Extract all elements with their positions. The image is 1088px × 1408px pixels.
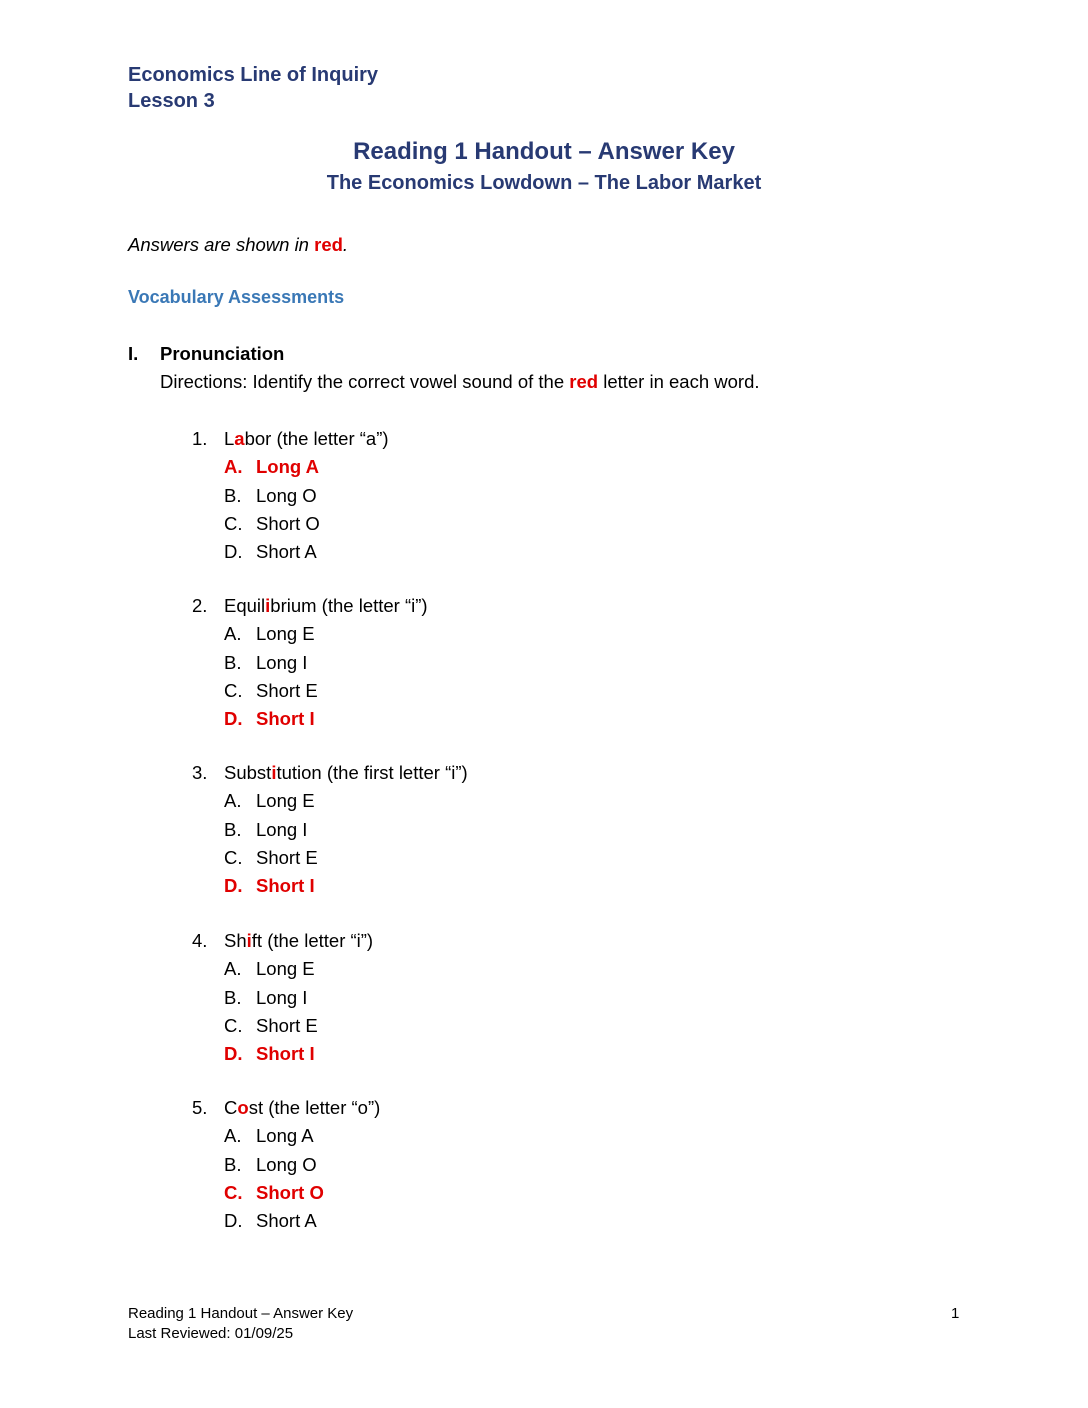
part-directions [160,371,760,393]
option-letter: B. [224,484,242,506]
option-text: Long I [256,986,308,1008]
option-letter: B. [224,818,242,840]
part-numeral: I. [128,343,139,364]
footer-last-reviewed: Last Reviewed: 01/09/25 [128,1325,294,1342]
option-text: Long A [256,1125,314,1147]
option-letter: D. [224,541,243,563]
option-text: Short I [256,875,315,897]
section-heading: Vocabulary Assessments [128,287,345,307]
footer-title: Reading 1 Handout – Answer Key [128,1305,354,1322]
option-text: Short E [256,846,318,868]
option-letter: B. [224,986,242,1008]
option-letter: C. [224,512,243,534]
option-text: Long I [256,818,308,840]
question-number: 2. [192,595,208,616]
option-letter: A. [224,1125,242,1147]
option-text: Short E [256,679,318,701]
question-text [224,595,428,617]
option-letter: B. [224,651,242,673]
letter-hint: (the letter “o”) [263,1097,381,1118]
option-text: Short O [256,1181,324,1203]
word-prefix: Sh [224,930,247,951]
option-text: Short I [256,1043,315,1065]
word-suffix: ft [251,930,263,951]
option-text: Long O [256,1153,317,1175]
option-text: Long E [256,958,315,980]
directions-suffix: letter in each word. [598,371,760,392]
answer-note-red-word: red [314,234,343,255]
answer-note-suffix: . [342,234,349,255]
option-text: Long E [256,790,315,812]
option-letter: D. [224,1043,243,1065]
word-suffix: tution [276,762,322,783]
option-text: Short O [256,512,320,534]
option-letter: D. [224,1210,243,1232]
option-letter: A. [224,958,242,980]
option-text: Long O [256,484,317,506]
word-highlighted-letter: o [237,1097,249,1118]
option-letter: C. [224,679,243,701]
option-letter: B. [224,1153,242,1175]
letter-hint: (the letter “a”) [271,428,389,449]
page-subtitle: The Economics Lowdown – The Labor Market [326,172,762,194]
word-suffix: bor [244,428,272,449]
option-text: Long E [256,623,315,645]
question-text [224,762,468,784]
word-suffix: st [248,1097,264,1118]
option-text: Short A [256,541,317,563]
option-letter: D. [224,708,243,730]
word-suffix: brium [270,595,317,616]
question-number: 1. [192,428,208,449]
option-letter: A. [224,790,242,812]
page-title: Reading 1 Handout – Answer Key [353,138,735,165]
question-number: 3. [192,762,208,783]
option-text: Short A [256,1210,317,1232]
answer-note [128,234,348,256]
word-prefix: L [224,428,235,449]
option-text: Long A [256,456,320,478]
answer-note-prefix: Answers are shown in [128,234,315,255]
word-prefix: Equil [224,595,266,616]
option-letter: A. [224,456,243,478]
directions-prefix: Directions: Identify the correct vowel sound of the [160,371,570,392]
word-highlighted-letter: i [246,930,252,951]
question-text [224,930,373,952]
option-letter: C. [224,846,243,868]
option-letter: D. [224,875,243,897]
word-prefix: Subst [224,762,272,783]
letter-hint: (the letter “i”) [262,930,374,951]
part-title: Pronunciation [160,343,285,364]
option-letter: C. [224,1014,243,1036]
question-number: 4. [192,930,208,951]
option-text: Short I [256,708,315,730]
option-letter: A. [224,623,242,645]
letter-hint: (the first letter “i”) [321,762,468,783]
word-highlighted-letter: i [271,762,277,783]
word-prefix: C [224,1097,238,1118]
lesson-label: Lesson 3 [128,90,215,112]
option-text: Long I [256,651,308,673]
question-text [224,1097,380,1119]
word-highlighted-letter: a [234,428,245,449]
directions-red-word: red [569,371,599,392]
word-highlighted-letter: i [265,595,271,616]
option-text: Short E [256,1014,318,1036]
option-letter: C. [224,1181,243,1203]
question-number: 5. [192,1097,208,1118]
page-number: 1 [951,1305,960,1322]
course-title: Economics Line of Inquiry [128,64,379,86]
question-text [224,428,389,450]
letter-hint: (the letter “i”) [316,595,428,616]
